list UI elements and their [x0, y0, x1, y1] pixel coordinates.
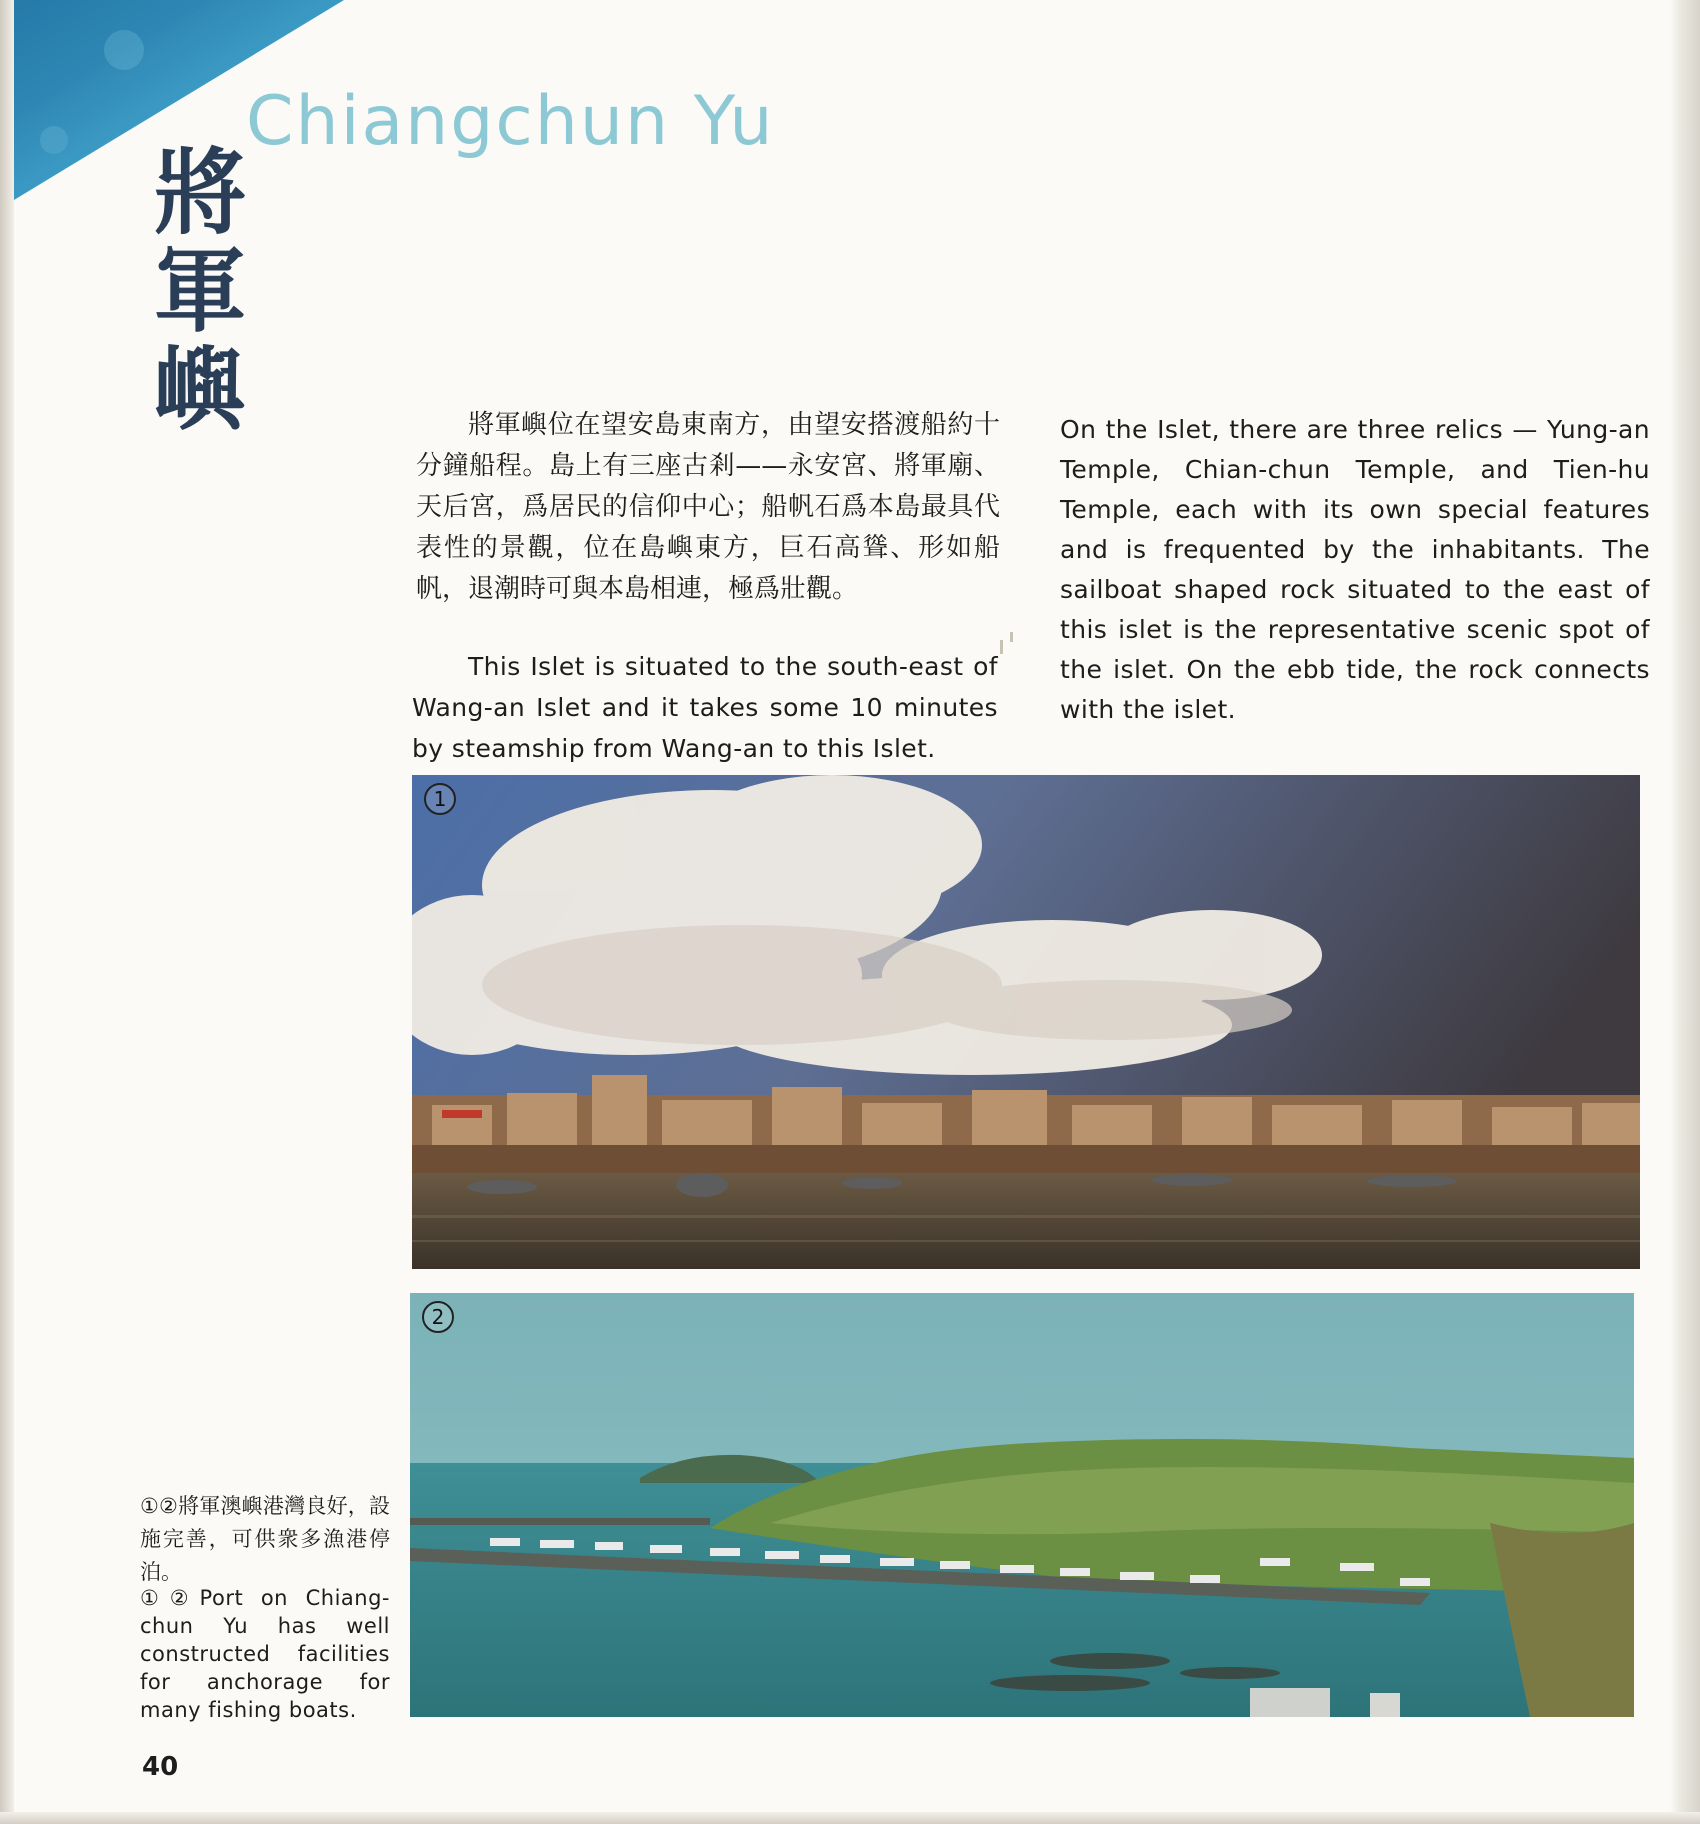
body-paragraph-cjk: 將軍嶼位在望安島東南方，由望安搭渡船約十分鐘船程。島上有三座古剎——永安宮、將軍廟、天后宮，爲居民的信仰中心；船帆石爲本島最具代表性的景觀，位在島嶼東方，巨石高聳、形如船帆，退潮時可與本島相連，極爲壯觀。 — [416, 410, 1000, 604]
page-number: 40 — [142, 1752, 179, 1782]
photo-number-badge: 1 — [424, 783, 456, 815]
print-speck — [1000, 640, 1003, 654]
body-paragraph-en-left: This Islet is situated to the south-east of Wang-an Islet and it takes some 10 minutes by steamship from Wang-an to this Islet. — [412, 652, 998, 763]
caption-cjk: ①②將軍澳嶼港灣良好，設施完善，可供衆多漁港停泊。 — [140, 1494, 390, 1584]
page-edge-bottom — [0, 1812, 1700, 1824]
page-title-cjk-char: 軍 — [153, 238, 246, 345]
caption-en: ①②Port on Chiang-chun Yu has well constructed facilities for anchorage for many fishing boats. — [140, 1586, 390, 1722]
body-paragraph-en-right: On the Islet, there are three relics — Yung-an Temple, Chian-chun Temple, and Tien-hu Temple, each with its own special features and is frequented by the inhabitants. The sailboat shaped rock situated to the east of this islet is the representative scenic spot of the islet. On the ebb tide, the rock connects with the islet. — [1060, 415, 1650, 724]
photo-number-badge: 2 — [422, 1301, 454, 1333]
page-title-cjk-char: 將 — [153, 140, 246, 247]
page-title-cjk — [150, 140, 250, 443]
page-title-latin: Chiangchun Yu — [246, 82, 775, 161]
photo-village-harbor — [412, 775, 1640, 1269]
page-title-cjk-char: 嶼 — [153, 336, 246, 443]
photo-harbor-breakwater — [410, 1293, 1634, 1717]
page-edge-left — [0, 0, 14, 1824]
print-speck — [1010, 632, 1013, 642]
page-edge-right — [1670, 0, 1700, 1824]
